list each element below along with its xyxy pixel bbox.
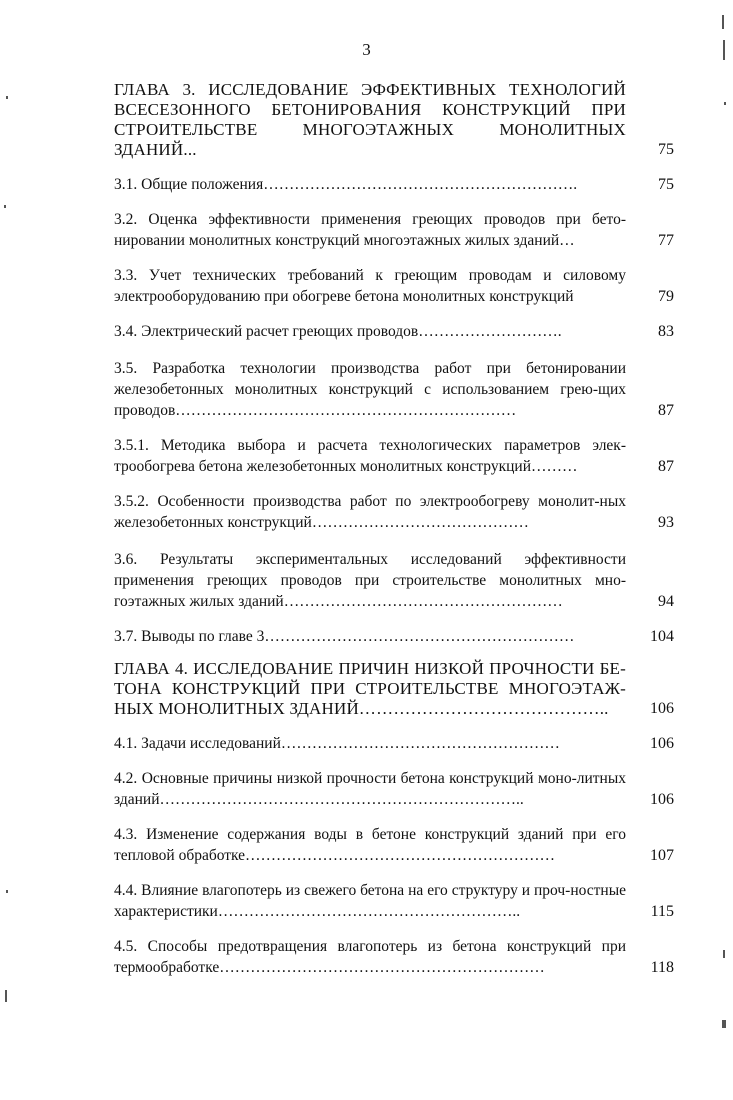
toc-chapter-3	[114, 80, 674, 160]
toc-entry-3-3	[114, 265, 674, 307]
toc-entry-text: 4.4. Влияние влагопотерь из свежего бетона на его структуру и проч-ностные характеристики…………………………………………………..	[114, 882, 626, 920]
toc-entry-text: ГЛАВА 4. ИССЛЕДОВАНИЕ ПРИЧИН НИЗКОЙ ПРОЧНОСТИ БЕ-ТОНА КОНСТРУКЦИЙ ПРИ СТРОИТЕЛЬСТВЕ МНОГОЭТАЖ-НЫХ МОНОЛИТНЫХ ЗДАНИЙ……………………………………..	[114, 659, 626, 718]
toc-entry-page: 106	[650, 700, 674, 717]
toc-entry-3-5	[114, 358, 674, 421]
table-of-contents	[114, 80, 674, 978]
toc-entry-page: 87	[658, 402, 674, 419]
toc-entry-page: 75	[658, 176, 674, 193]
toc-entry-text: 3.5.2. Особенности производства работ по электрообогреву монолит-ных железобетонных конструкций……………………………………	[114, 493, 626, 531]
toc-entry-page: 75	[658, 141, 674, 158]
toc-entry-page: 104	[650, 628, 674, 645]
toc-chapter-4	[114, 659, 674, 719]
toc-entry-text: 3.3. Учет технических требований к греющим проводам и силовому электрооборудованию при обогреве бетона монолитных конструкций	[114, 267, 626, 305]
scan-speck	[723, 950, 725, 958]
toc-entry-page: 93	[658, 514, 674, 531]
toc-entry-page: 83	[658, 323, 674, 340]
toc-entry-4-2	[114, 768, 674, 810]
scan-speck	[723, 40, 725, 60]
toc-entry-3-5-2	[114, 491, 674, 533]
toc-entry-text: 3.2. Оценка эффективности применения греющих проводов при бето-нировании монолитных конструкций многоэтажных жилых зданий…	[114, 211, 626, 249]
toc-entry-page: 77	[658, 232, 674, 249]
toc-entry-text: 4.3. Изменение содержания воды в бетоне конструкций зданий при его тепловой обработке……………………………………………………	[114, 826, 626, 864]
toc-entry-page: 94	[658, 593, 674, 610]
toc-entry-3-4	[114, 321, 674, 342]
scan-speck	[6, 96, 8, 99]
toc-entry-text: 3.5.1. Методика выбора и расчета технологических параметров элек-трообогрева бетона железобетонных монолитных конструкций………	[114, 437, 626, 475]
toc-entry-page: 115	[650, 903, 674, 920]
toc-entry-3-7	[114, 626, 674, 647]
scan-speck	[4, 205, 6, 208]
scan-speck	[6, 890, 8, 893]
toc-entry-page: 107	[650, 847, 674, 864]
scan-speck	[5, 990, 7, 1002]
scan-speck	[722, 15, 724, 29]
toc-entry-text: 3.4. Электрический расчет греющих проводов……………………….	[114, 323, 562, 340]
toc-entry-4-1	[114, 733, 674, 754]
toc-entry-text: 4.1. Задачи исследований………………………………………………	[114, 735, 560, 752]
toc-entry-3-1	[114, 174, 674, 195]
toc-entry-page: 87	[658, 458, 674, 475]
toc-entry-3-5-1	[114, 435, 674, 477]
toc-entry-4-5	[114, 936, 674, 978]
toc-entry-text: 3.1. Общие положения…………………………………………………….	[114, 176, 578, 193]
toc-entry-text: ГЛАВА 3. ИССЛЕДОВАНИЕ ЭФФЕКТИВНЫХ ТЕХНОЛОГИЙ ВСЕСЕЗОННОГО БЕТОНИРОВАНИЯ КОНСТРУКЦИЙ ПРИ СТРОИТЕЛЬСТВЕ МНОГОЭТАЖНЫХ МОНОЛИТНЫХ ЗДАНИЙ...	[114, 80, 626, 159]
toc-entry-text: 4.5. Способы предотвращения влагопотерь из бетона конструкций при термообработке………………………………………………………	[114, 938, 626, 976]
toc-entry-text: 4.2. Основные причины низкой прочности бетона конструкций моно-литных зданий……………………………………………………………..	[114, 770, 626, 808]
toc-entry-text: 3.7. Выводы по главе 3……………………………………………………	[114, 628, 575, 645]
toc-entry-page: 79	[658, 288, 674, 305]
scan-speck	[722, 1020, 726, 1028]
toc-entry-text: 3.5. Разработка технологии производства работ при бетонировании железобетонных монолитных конструкций с использованием грею-щих проводов…………………………………………………………	[114, 360, 626, 419]
toc-entry-page: 106	[650, 791, 674, 808]
toc-entry-page: 118	[650, 959, 674, 976]
toc-entry-4-4	[114, 880, 674, 922]
toc-entry-page: 106	[650, 735, 674, 752]
scan-speck	[724, 102, 726, 105]
toc-entry-text: 3.6. Результаты экспериментальных исследований эффективности применения греющих проводов при строительстве монолитных мно-гоэтажных жилых зданий………………………………………………	[114, 551, 626, 610]
toc-entry-4-3	[114, 824, 674, 866]
page-number: 3	[362, 40, 371, 59]
toc-entry-3-6	[114, 549, 674, 612]
toc-entry-3-2	[114, 209, 674, 251]
